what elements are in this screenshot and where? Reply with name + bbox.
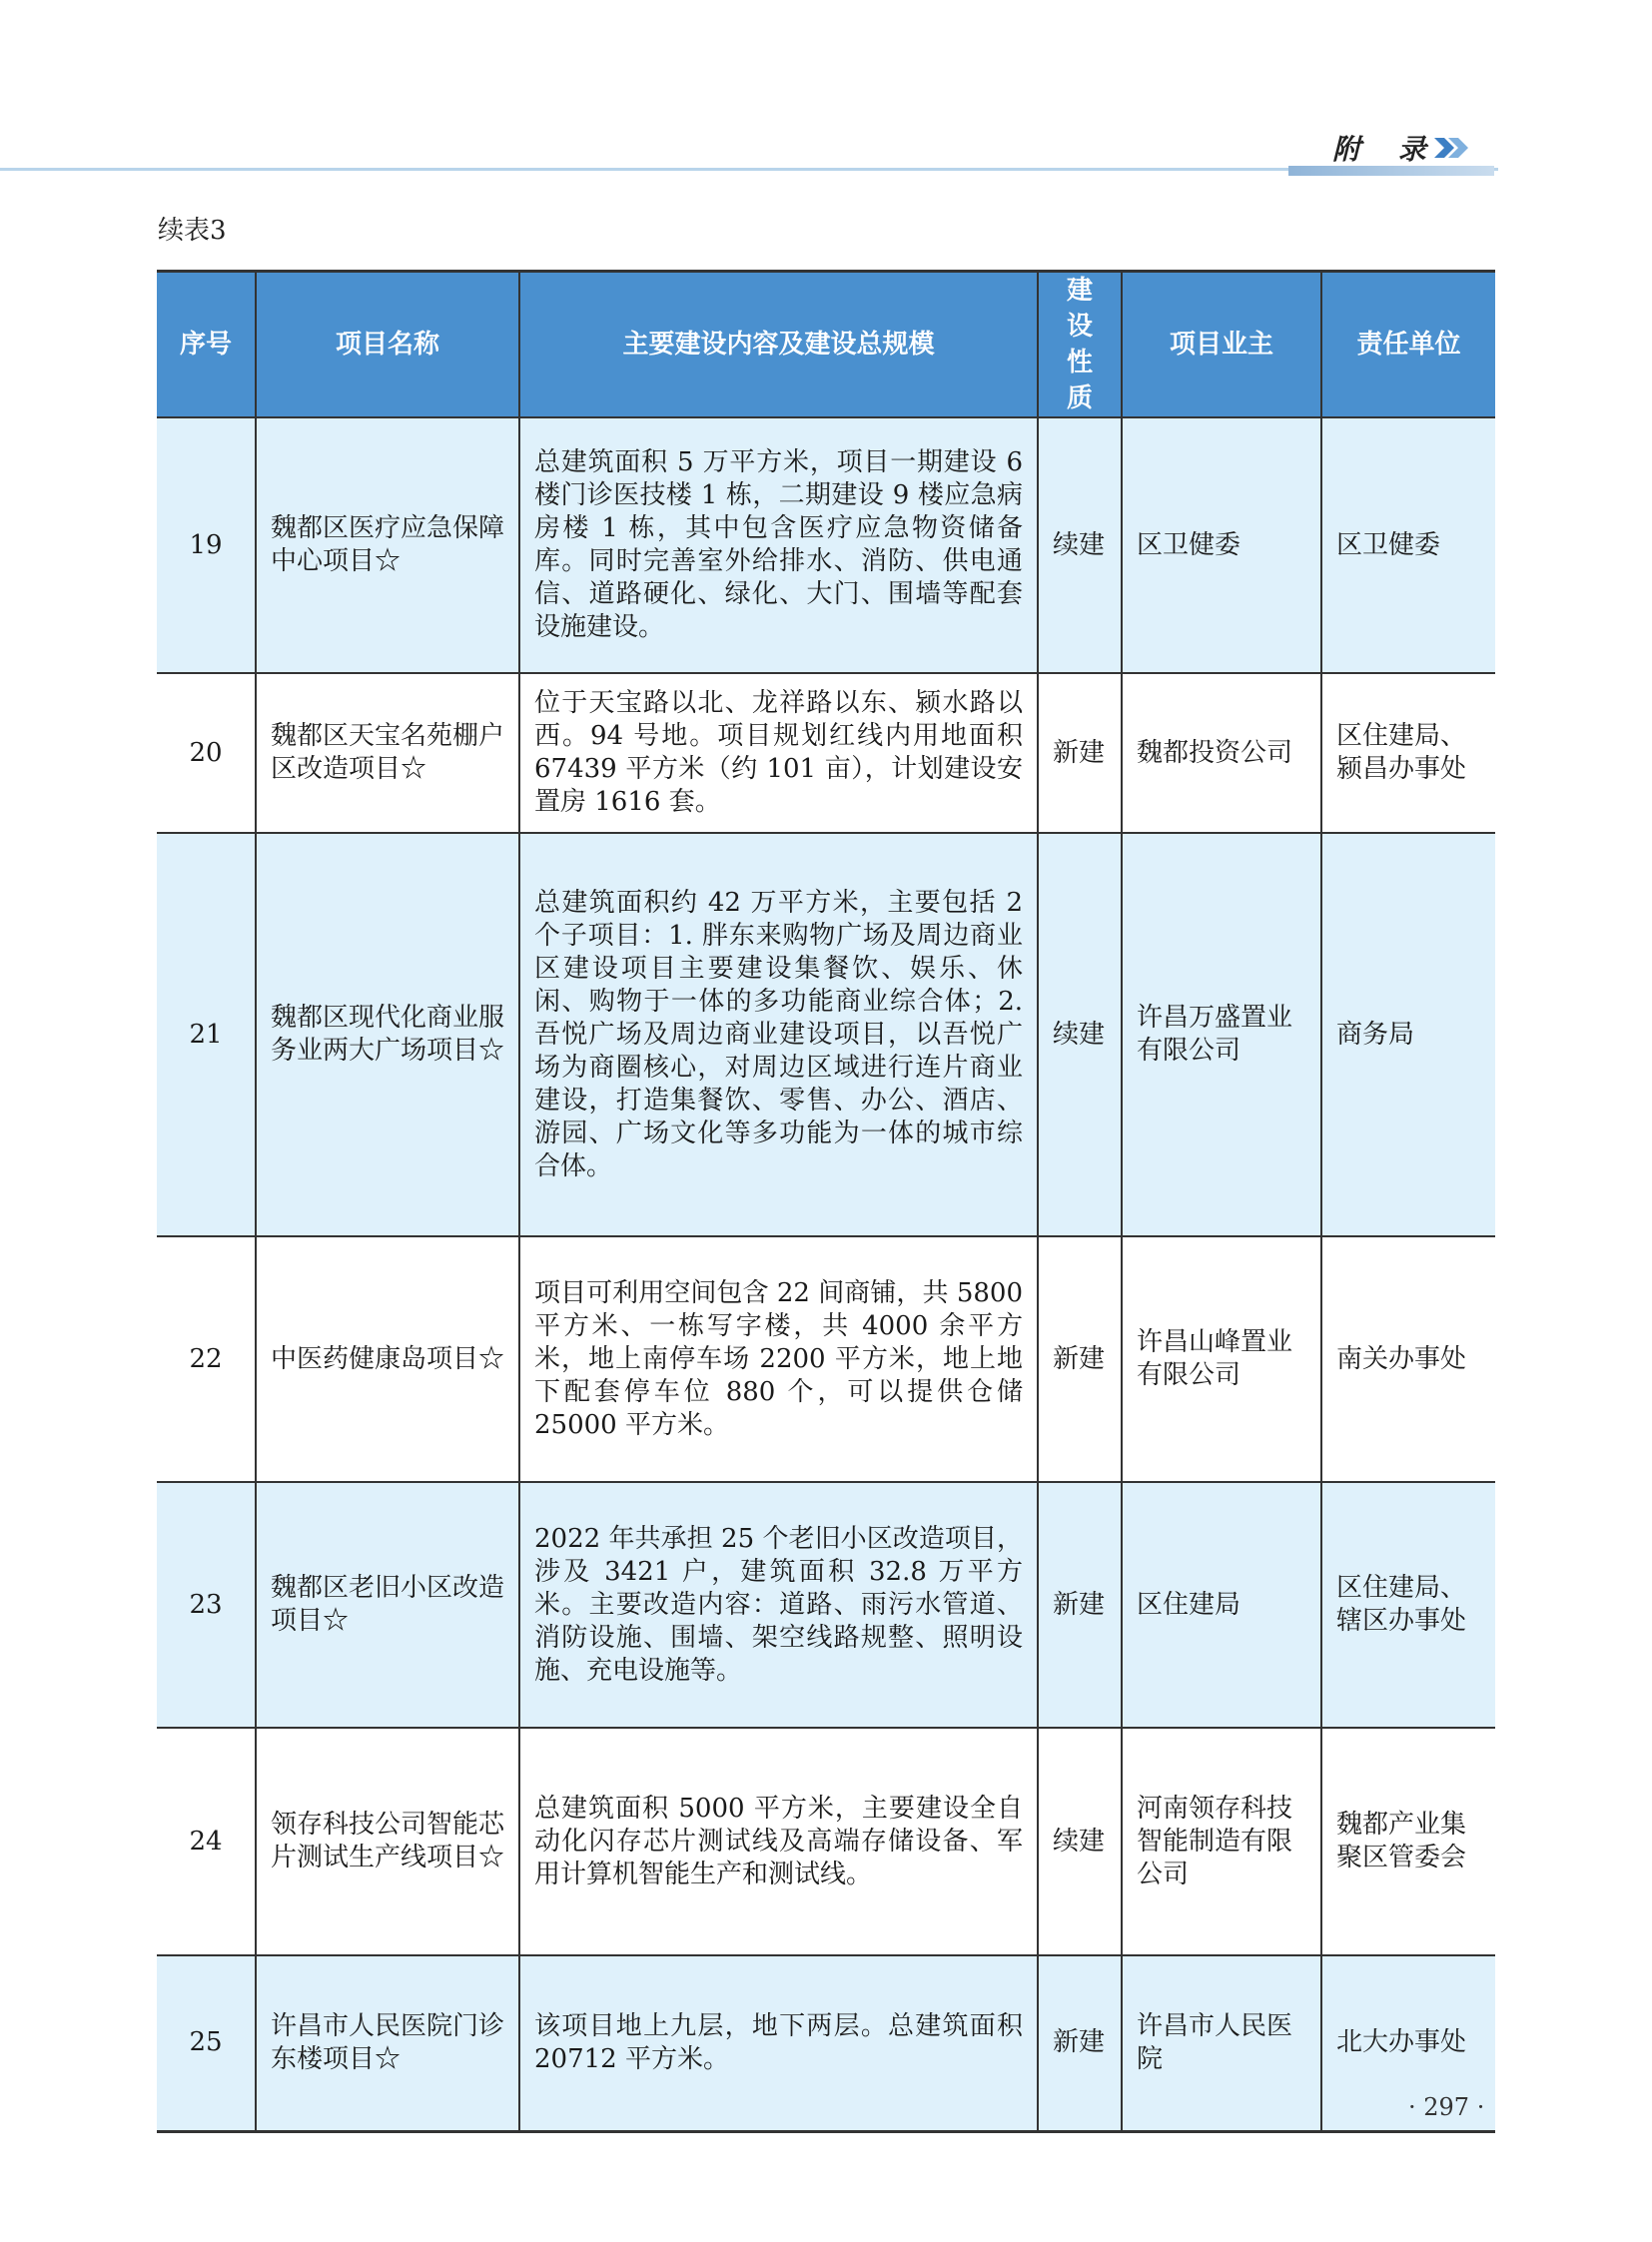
col-header-name: 项目名称 bbox=[256, 272, 519, 418]
cell-unit: 区住建局、辖区办事处 bbox=[1321, 1482, 1495, 1728]
cell-no: 20 bbox=[157, 673, 256, 833]
cell-name: 许昌市人民医院门诊东楼项目☆ bbox=[256, 1955, 519, 2131]
col-header-no: 序号 bbox=[157, 272, 256, 418]
cell-content: 位于天宝路以北、龙祥路以东、颍水路以西。94 号地。项目规划红线内用地面积 67439 平方米（约 101 亩），计划建设安置房 1616 套。 bbox=[519, 673, 1038, 833]
header-tab-bar bbox=[1288, 166, 1494, 176]
cell-nature: 新建 bbox=[1038, 1482, 1122, 1728]
project-table bbox=[157, 270, 1495, 2133]
cell-nature: 续建 bbox=[1038, 417, 1122, 673]
table-row bbox=[157, 1236, 1495, 1482]
table-row bbox=[157, 1482, 1495, 1728]
table-row bbox=[157, 1728, 1495, 1955]
cell-name: 魏都区老旧小区改造项目☆ bbox=[256, 1482, 519, 1728]
header-rule bbox=[0, 168, 1498, 171]
cell-content: 项目可利用空间包含 22 间商铺，共 5800 平方米、一栋写字楼，共 4000 余平方米，地上南停车场 2200 平方米，地上地下配套停车位 880 个，可以提供仓储 25000 平方米。 bbox=[519, 1236, 1038, 1482]
section-header bbox=[1288, 124, 1494, 176]
table-row bbox=[157, 417, 1495, 673]
cell-unit: 魏都产业集聚区管委会 bbox=[1321, 1728, 1495, 1955]
cell-content: 总建筑面积 5 万平方米，项目一期建设 6 楼门诊医技楼 1 栋，二期建设 9 楼应急病房楼 1 栋，其中包含医疗应急物资储备库。同时完善室外给排水、消防、供电通信、道路硬化、绿化、大门、围墙等配套设施建设。 bbox=[519, 417, 1038, 673]
table-row bbox=[157, 833, 1495, 1236]
cell-no: 22 bbox=[157, 1236, 256, 1482]
cell-unit: 商务局 bbox=[1321, 833, 1495, 1236]
col-header-nature: 建设性质 bbox=[1038, 272, 1122, 418]
cell-nature: 续建 bbox=[1038, 1728, 1122, 1955]
cell-owner: 许昌市人民医院 bbox=[1122, 1955, 1321, 2131]
cell-content: 2022 年共承担 25 个老旧小区改造项目，涉及 3421 户，建筑面积 32.8 万平方米。主要改造内容：道路、雨污水管道、消防设施、围墙、架空线路规整、照明设施、充电设施等。 bbox=[519, 1482, 1038, 1728]
cell-owner: 许昌万盛置业有限公司 bbox=[1122, 833, 1321, 1236]
cell-unit: 北大办事处 bbox=[1321, 1955, 1495, 2131]
cell-content: 该项目地上九层，地下两层。总建筑面积 20712 平方米。 bbox=[519, 1955, 1038, 2131]
cell-name: 中医药健康岛项目☆ bbox=[256, 1236, 519, 1482]
cell-owner: 区住建局 bbox=[1122, 1482, 1321, 1728]
cell-no: 24 bbox=[157, 1728, 256, 1955]
cell-name: 魏都区天宝名苑棚户区改造项目☆ bbox=[256, 673, 519, 833]
col-header-unit: 责任单位 bbox=[1321, 272, 1495, 418]
cell-nature: 新建 bbox=[1038, 1955, 1122, 2131]
cell-owner: 许昌山峰置业有限公司 bbox=[1122, 1236, 1321, 1482]
cell-unit: 南关办事处 bbox=[1321, 1236, 1495, 1482]
cell-owner: 河南领存科技智能制造有限公司 bbox=[1122, 1728, 1321, 1955]
cell-content: 总建筑面积 5000 平方米，主要建设全自动化闪存芯片测试线及高端存储设备、军用计算机智能生产和测试线。 bbox=[519, 1728, 1038, 1955]
cell-no: 19 bbox=[157, 417, 256, 673]
table-row bbox=[157, 1955, 1495, 2131]
cell-content: 总建筑面积约 42 万平方米，主要包括 2 个子项目：1. 胖东来购物广场及周边商业区建设项目主要建设集餐饮、娱乐、休闲、购物于一体的多功能商业综合体；2. 吾悦广场及周边商业建设项目，以吾悦广场为商圈核心，对周边区域进行连片商业建设，打造集餐饮、零售、办公、酒店、游园、广场文化等多功能为一体的城市综合体。 bbox=[519, 833, 1038, 1236]
cell-no: 21 bbox=[157, 833, 256, 1236]
cell-nature: 新建 bbox=[1038, 673, 1122, 833]
table-caption: 续表3 bbox=[158, 216, 227, 246]
table-header-row bbox=[157, 272, 1495, 418]
cell-no: 25 bbox=[157, 1955, 256, 2131]
table-row bbox=[157, 673, 1495, 833]
cell-name: 领存科技公司智能芯片测试生产线项目☆ bbox=[256, 1728, 519, 1955]
col-header-content: 主要建设内容及建设总规模 bbox=[519, 272, 1038, 418]
section-title: 附 录 bbox=[1332, 133, 1440, 166]
double-chevron-icon bbox=[1432, 136, 1472, 160]
cell-unit: 区住建局、颍昌办事处 bbox=[1321, 673, 1495, 833]
page-number: · 297 · bbox=[1408, 2093, 1485, 2121]
cell-nature: 续建 bbox=[1038, 833, 1122, 1236]
cell-unit: 区卫健委 bbox=[1321, 417, 1495, 673]
cell-name: 魏都区现代化商业服务业两大广场项目☆ bbox=[256, 833, 519, 1236]
cell-nature: 新建 bbox=[1038, 1236, 1122, 1482]
col-header-owner: 项目业主 bbox=[1122, 272, 1321, 418]
cell-owner: 魏都投资公司 bbox=[1122, 673, 1321, 833]
cell-owner: 区卫健委 bbox=[1122, 417, 1321, 673]
cell-name: 魏都区医疗应急保障中心项目☆ bbox=[256, 417, 519, 673]
cell-no: 23 bbox=[157, 1482, 256, 1728]
